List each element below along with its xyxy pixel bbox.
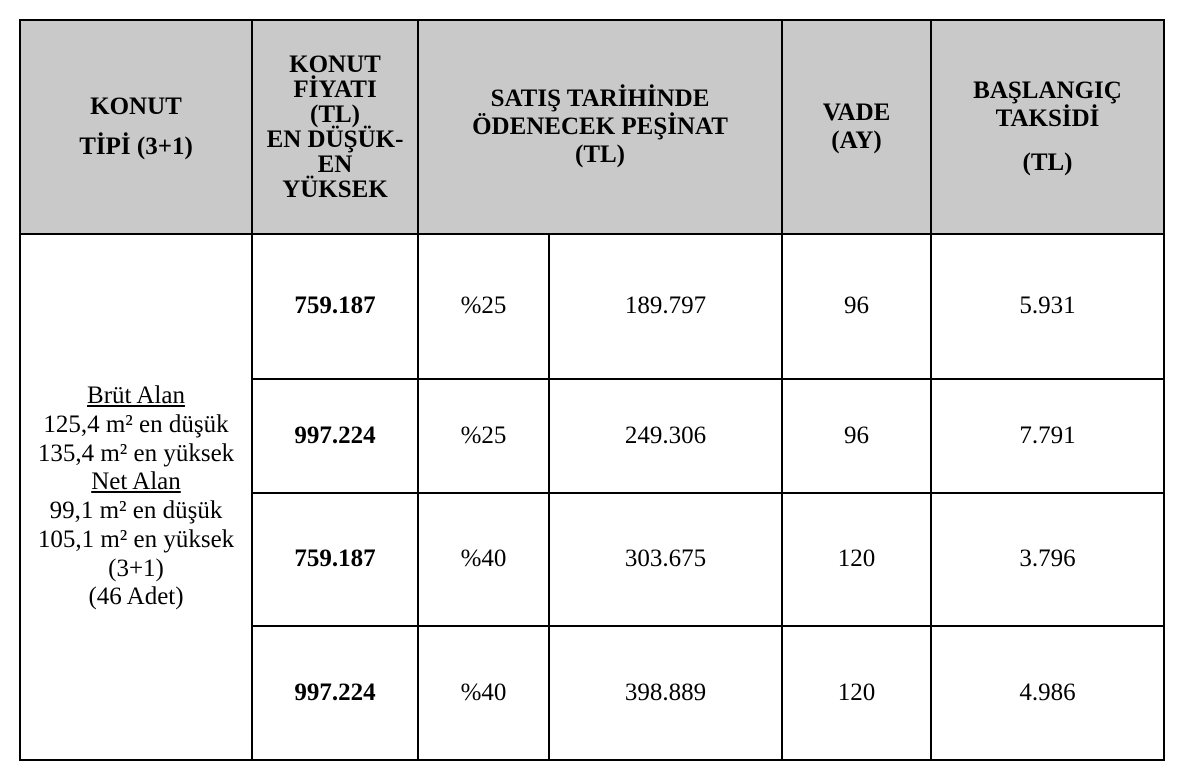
header-line: (TL) (575, 141, 625, 168)
rate-cell: %40 (418, 626, 549, 760)
header-line: BAŞLANGIÇ (973, 77, 1122, 104)
term-cell: 96 (782, 379, 931, 493)
down-payment-cell: 303.675 (549, 493, 782, 626)
installment-cell: 3.796 (931, 493, 1164, 626)
header-line: ÖDENECEK PEŞİNAT (472, 113, 728, 140)
header-line: EN (317, 151, 353, 178)
header-line: TAKSİDİ (995, 105, 1100, 132)
header-konut-fiyati (252, 20, 418, 234)
room-type: (3+1) (108, 554, 164, 582)
price-cell: 759.187 (252, 234, 418, 379)
net-alan-min: 99,1 m² en düşük (49, 497, 223, 524)
price-cell: 759.187 (252, 493, 418, 626)
price-cell: 997.224 (252, 626, 418, 760)
rate-cell: %25 (418, 234, 549, 379)
net-alan-max: 105,1 m² en yüksek (37, 525, 235, 553)
header-line: SATIŞ TARİHİNDE (490, 85, 710, 112)
header-line: FİYATI (293, 76, 377, 103)
header-line: VADE (822, 99, 891, 126)
rate-cell: %40 (418, 493, 549, 626)
header-line: (AY) (831, 127, 882, 154)
unit-count: (46 Adet) (88, 583, 184, 611)
brut-alan-title: Brüt Alan (87, 382, 185, 409)
header-konut-tipi (20, 20, 252, 234)
net-alan-title: Net Alan (91, 468, 181, 496)
down-payment-cell: 189.797 (549, 234, 782, 379)
down-payment-cell: 249.306 (549, 379, 782, 493)
down-payment-cell: 398.889 (549, 626, 782, 760)
header-vade (782, 20, 931, 234)
header-line: KONUT (289, 51, 381, 78)
header-pesinat (418, 20, 782, 234)
header-line: (TL) (310, 101, 360, 128)
rate-cell: %25 (418, 379, 549, 493)
installment-table (19, 19, 1165, 761)
header-row (20, 20, 1164, 234)
header-line: KONUT (90, 93, 182, 120)
header-baslangic (931, 20, 1164, 234)
konut-type-cell (20, 234, 252, 760)
brut-alan-max: 135,4 m² en yüksek (37, 439, 235, 467)
header-line: EN DÜŞÜK- (266, 126, 404, 153)
term-cell: 120 (782, 493, 931, 626)
brut-alan-min: 125,4 m² en düşük (43, 410, 229, 438)
price-cell: 997.224 (252, 379, 418, 493)
installment-cell: 7.791 (931, 379, 1164, 493)
term-cell: 96 (782, 234, 931, 379)
installment-cell: 4.986 (931, 626, 1164, 760)
table-row (20, 234, 1164, 379)
installment-cell: 5.931 (931, 234, 1164, 379)
term-cell: 120 (782, 626, 931, 760)
header-line: YÜKSEK (282, 176, 388, 203)
header-line: TİPİ (3+1) (79, 133, 193, 160)
header-line: (TL) (1022, 149, 1073, 176)
